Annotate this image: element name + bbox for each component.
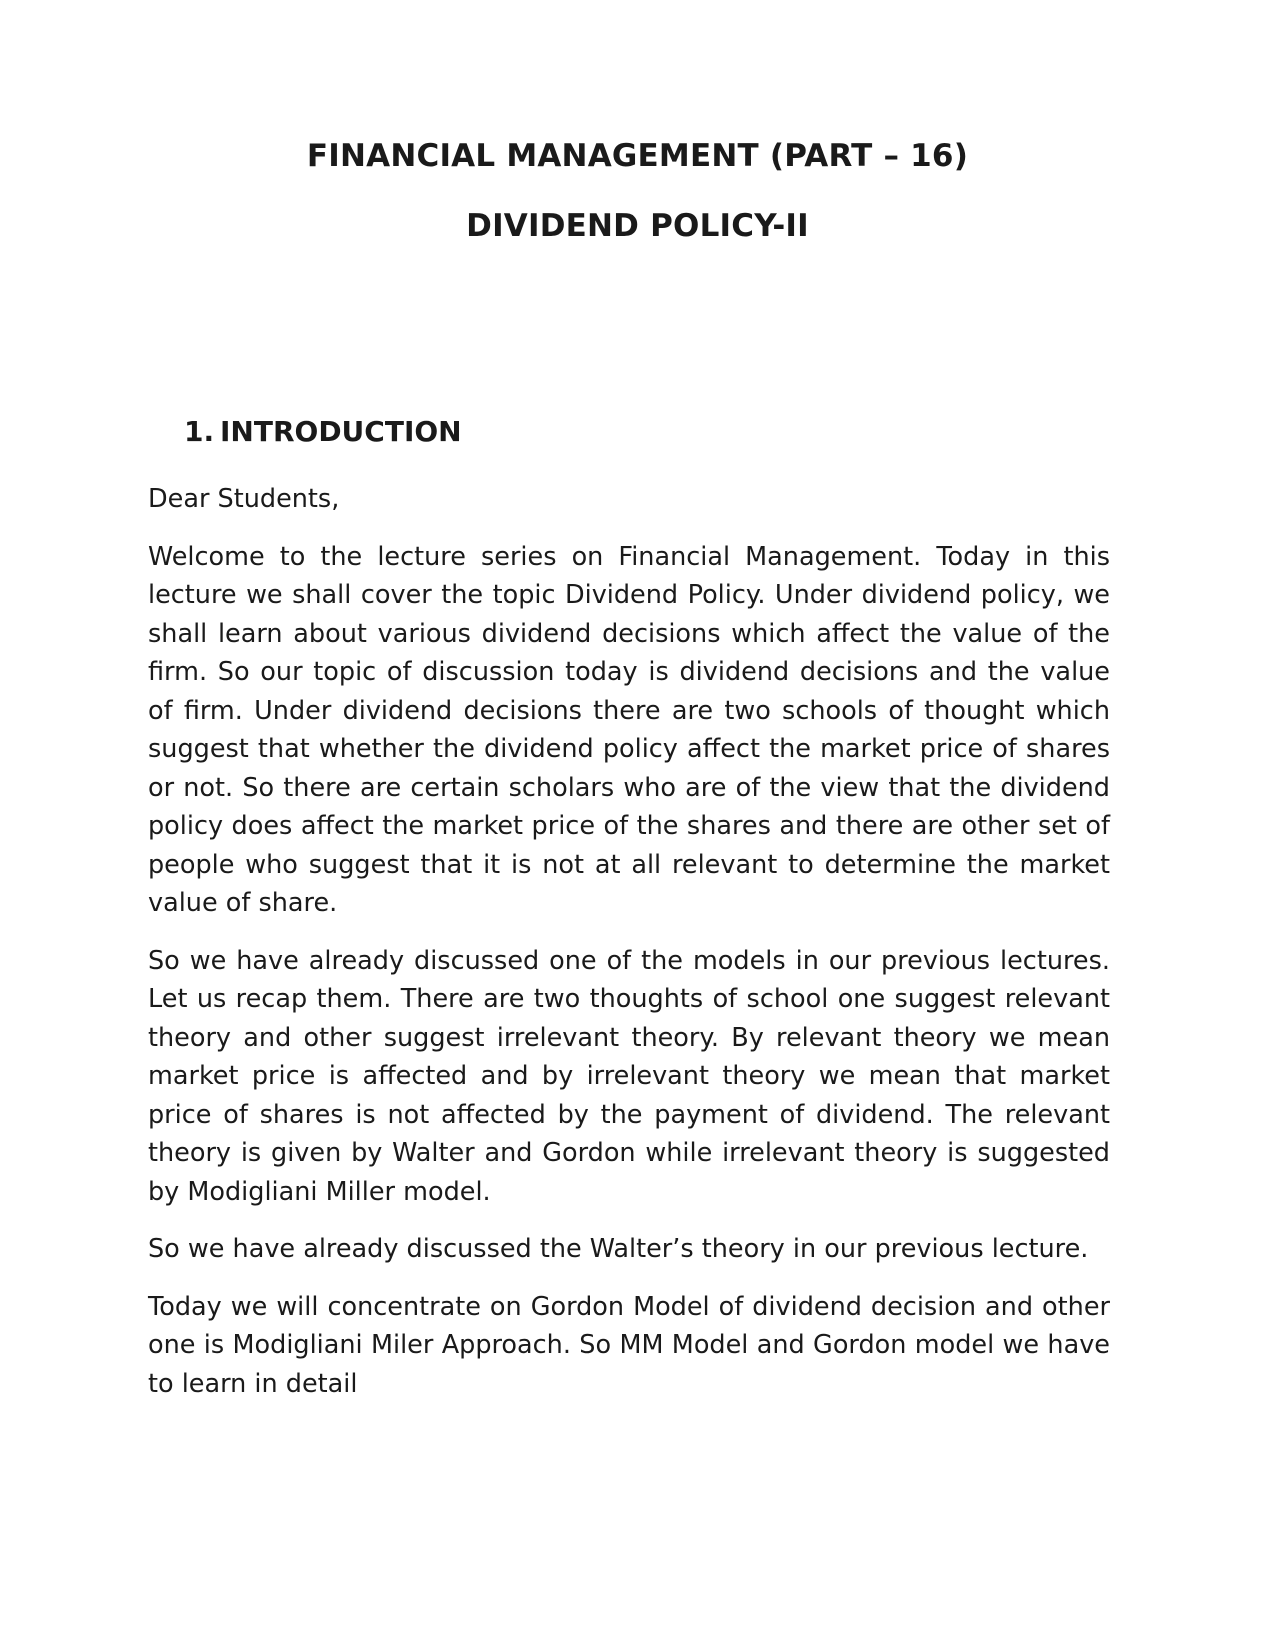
document-title-block — [0, 138, 1275, 244]
section-number: 1. — [184, 415, 215, 448]
body-paragraph: Welcome to the lecture series on Financial Management. Today in this lecture we shall cover the topic Dividend Policy. Under dividend policy, we shall learn about various dividend decisions which affect the value of the firm. So our topic of discussion today is dividend decisions and the value of firm. Under dividend decisions there are two schools of thought which suggest that whether the dividend policy affect the market price of shares or not. So there are certain scholars who are of the view that the dividend policy does affect the market price of the shares and there are other set of people who suggest that it is not at all relevant to determine the market value of share. — [148, 541, 1110, 918]
section-heading — [184, 415, 462, 449]
document-subtitle: DIVIDEND POLICY-II — [466, 208, 809, 244]
body-paragraph: Today we will concentrate on Gordon Model of dividend decision and other one is Modigliani Miler Approach. So MM Model and Gordon model we have to learn in detail — [148, 1291, 1110, 1399]
body-content — [148, 480, 1110, 1422]
section-heading-text: INTRODUCTION — [220, 415, 462, 448]
document-title: FINANCIAL MANAGEMENT (PART – 16) — [306, 138, 969, 174]
body-paragraph: So we have already discussed the Walter’s theory in our previous lecture. — [148, 1234, 1089, 1264]
salutation-paragraph: Dear Students, — [148, 484, 340, 514]
body-paragraph: So we have already discussed one of the models in our previous lectures. Let us recap them. There are two thoughts of school one suggest relevant theory and other suggest irrelevant theory. By relevant theory we mean market price is affected and by irrelevant theory we mean that market price of shares is not affected by the payment of dividend. The relevant theory is given by Walter and Gordon while irrelevant theory is suggested by Modigliani Miller model. — [148, 945, 1110, 1207]
